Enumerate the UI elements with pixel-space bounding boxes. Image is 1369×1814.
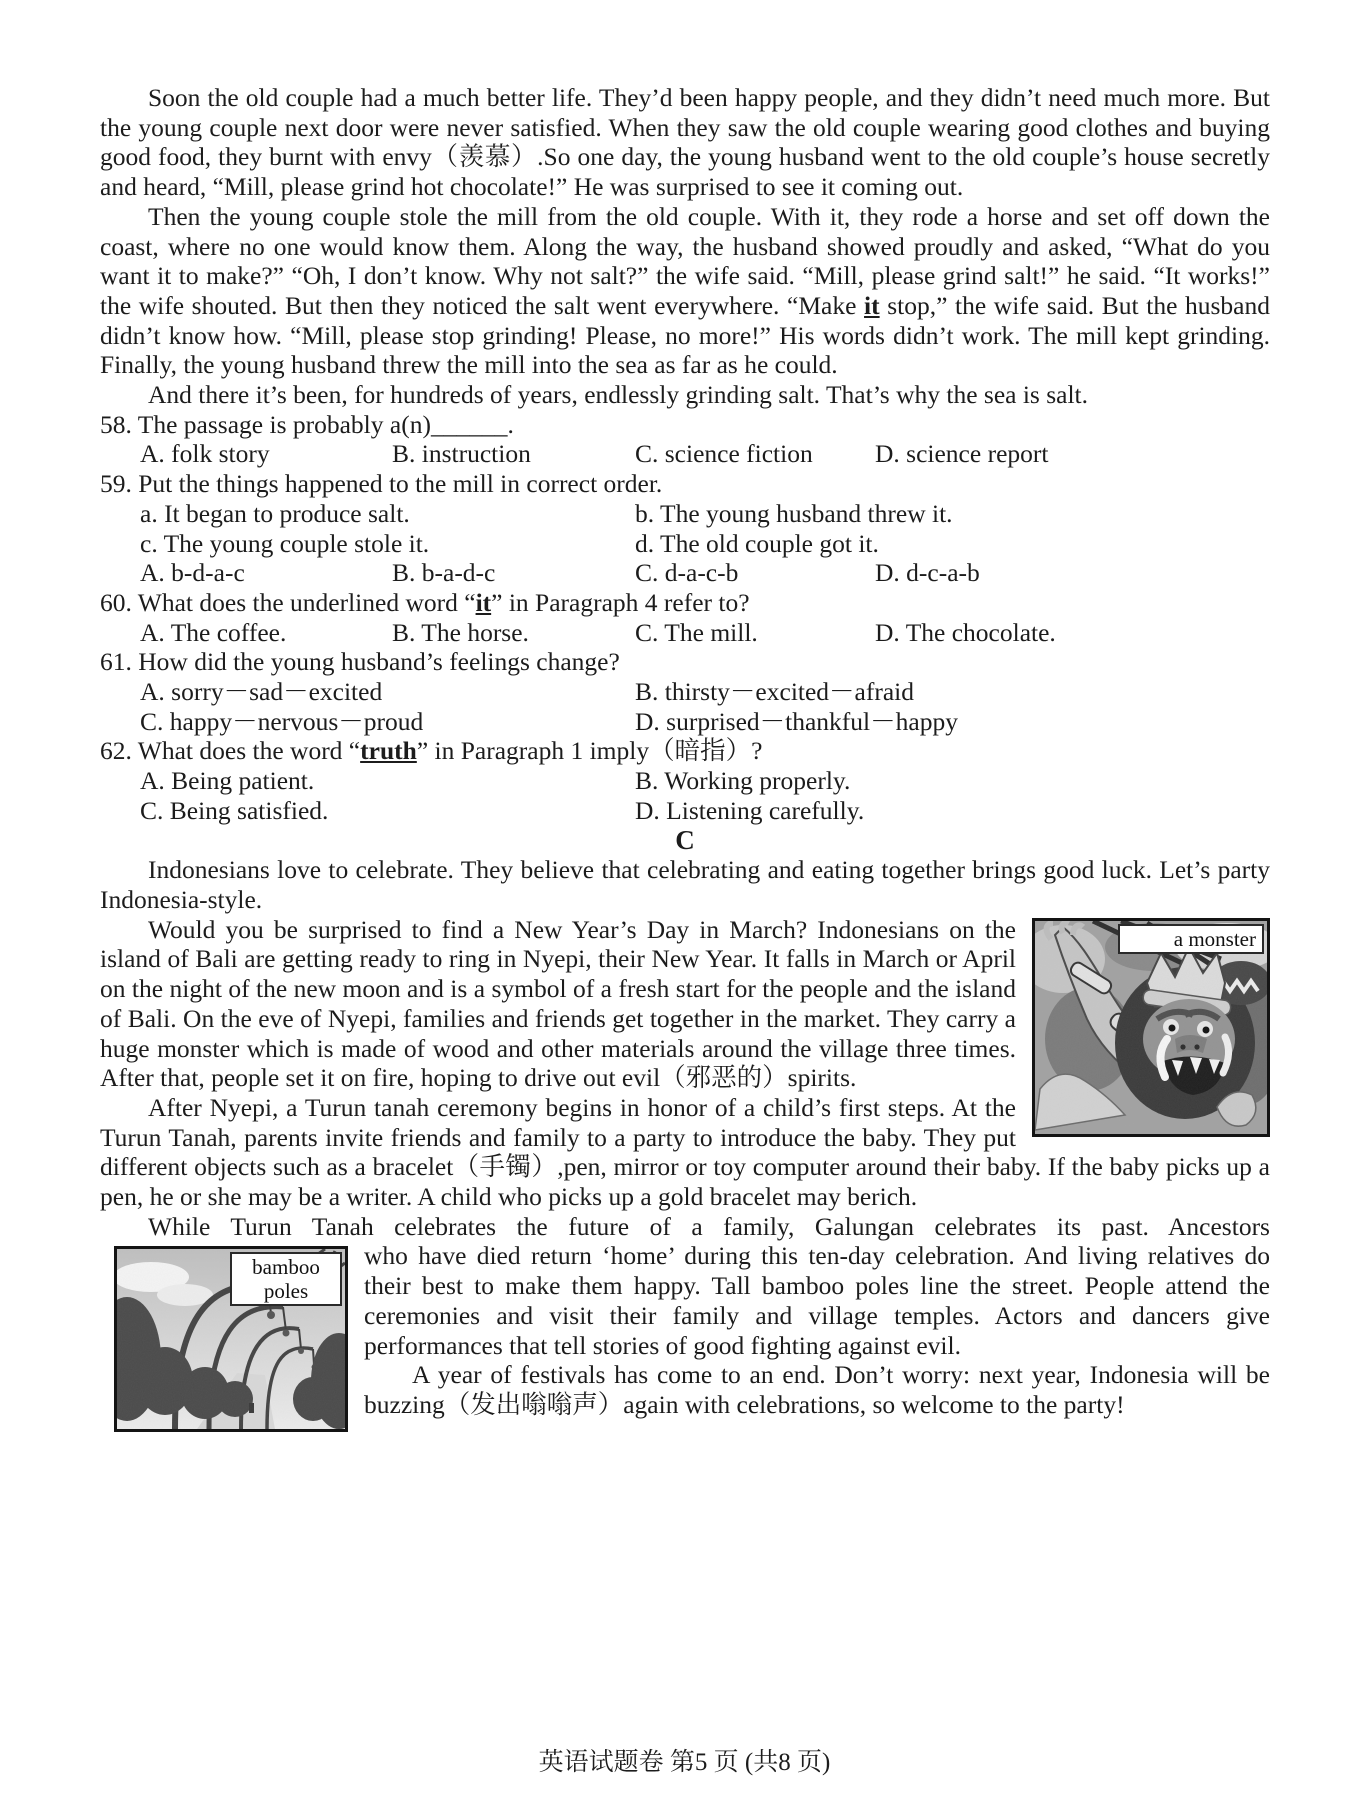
subitem-59-b: b. The young husband threw it. xyxy=(635,498,953,528)
question-58-stem: 58. The passage is probably a(n)______. xyxy=(100,409,514,439)
passage-paragraph-1: Soon the old couple had a much better life. They’d been happy people, and they didn’t need much more. But the young couple next door were never satisfied. When they saw the old couple wearing good clothes and buying good food, they burnt with envy（羡慕）.So one day, the young husband went to the old couple’s house secretly and heard, “Mill, please grind hot chocolate!” He was surprised to see it coming out. xyxy=(100,83,1270,202)
paragraph-2-post: stop,” the wife said. But the husband didn’t know how. “Mill, please stop grinding! Please, no more!” His words didn’t work. The mill kept grinding. Finally, the young husband threw the mill into the sea as far as he could. xyxy=(100,290,1270,380)
question-60-stem-pre: 60. What does the underlined word “ xyxy=(100,587,476,617)
question-61 xyxy=(100,647,1270,736)
underlined-word-it: it xyxy=(864,290,880,320)
option-61-c: C. happy－nervous－proud xyxy=(140,706,424,736)
option-59-d: D. d-c-a-b xyxy=(875,558,980,588)
closing-paragraph: A year of festivals has come to an end. Don’t worry: next year, Indonesia will be buzzing（发出嗡嗡声）again with celebrations, so welcome to the party! xyxy=(364,1360,1270,1419)
option-59-b: B. b-a-d-c xyxy=(392,558,496,588)
option-59-c: C. d-a-c-b xyxy=(635,558,739,588)
question-60-options xyxy=(100,618,1270,648)
question-61-options xyxy=(100,677,1270,736)
galungan-rest-text: who have died return ‘home’ during this ten-day celebration. And living relatives do their best to make them happy. Tall bamboo poles line the street. People attend the ceremonies and visit their family and village temples. Actors and dancers give performances that tell stories of good fighting against evil. xyxy=(364,1241,1270,1360)
option-60-d: D. The chocolate. xyxy=(875,617,1056,647)
question-61-stem: 61. How did the young husband’s feelings change? xyxy=(100,647,620,677)
page-footer: 英语试题卷 第5 页 (共8 页) xyxy=(538,1749,831,1776)
galungan-block xyxy=(100,1241,1270,1434)
question-62-keyword: truth xyxy=(360,736,417,766)
subitem-59-d: d. The old couple got it. xyxy=(635,528,879,558)
question-59-options xyxy=(100,558,1270,588)
question-60-stem xyxy=(100,588,1270,618)
question-60-keyword: it xyxy=(475,587,492,617)
question-60 xyxy=(100,588,1270,647)
option-62-d: D. Listening carefully. xyxy=(635,795,865,825)
option-58-d: D. science report xyxy=(875,439,1049,469)
question-62-options xyxy=(100,766,1270,825)
question-59-subitems xyxy=(100,499,1270,558)
bamboo-photo-label: bamboo poles xyxy=(230,1252,342,1306)
monster-photo-label: a monster xyxy=(1118,924,1264,954)
paragraph-2-pre: Then the young couple stole the mill from the old couple. With it, they rode a horse and set off down the coast, where no one would know them. Along the way, the husband showed proudly and asked, “What do you want it to make?” “Oh, I don’t know. Why not salt?” the wife said. “Mill, please grind salt!” he said. “It works!” the wife shouted. But then they noticed the salt went everywhere. “Make xyxy=(100,201,1270,320)
question-59 xyxy=(100,469,1270,588)
subitem-59-c: c. The young couple stole it. xyxy=(140,528,430,558)
section-c-heading: C xyxy=(675,824,695,855)
bamboo-poles-photo xyxy=(114,1246,348,1432)
option-60-c: C. The mill. xyxy=(635,617,758,647)
section-c-intro: Indonesians love to celebrate. They believe that celebrating and eating together brings good luck. Let’s party Indonesia-style. xyxy=(100,855,1270,914)
question-60-stem-post: ” in Paragraph 4 refer to? xyxy=(491,587,750,617)
option-59-a: A. b-d-a-c xyxy=(140,558,245,588)
question-62-stem xyxy=(100,736,1270,766)
page-content xyxy=(100,83,1270,1434)
option-60-a: A. The coffee. xyxy=(140,617,287,647)
option-58-c: C. science fiction xyxy=(635,439,813,469)
option-60-b: B. The horse. xyxy=(392,617,529,647)
monster-photo xyxy=(1032,918,1270,1137)
nyepi-text: Would you be surprised to find a New Year’s Day in March? Indonesians on the island of Bali are getting ready to ring in Nyepi, their New Year. It falls in March or April on the night of the new moon and is a symbol of a fresh start for the people and the island of Bali. On the eve of Nyepi, families and friends get together in the market. They carry a huge monster which is made of wood and other materials around the village three times. After that, people set it on fire, hoping to drive out evil（邪恶的）spirits. xyxy=(100,914,1016,1093)
subitem-59-a: a. It began to produce salt. xyxy=(140,498,410,528)
question-62-stem-post: ” in Paragraph 1 imply（暗指）? xyxy=(416,736,763,766)
nyepi-paragraph xyxy=(100,915,1270,1093)
turun-tanah-paragraph: After Nyepi, a Turun tanah ceremony begins in honor of a child’s first steps. At the Turun Tanah, parents invite friends and family to a party to introduce the baby. They put different objects such as a bracelet（手镯）,pen, mirror or toy computer around their baby. If the baby picks up a pen, he or she may be a writer. A child who picks up a gold bracelet may berich. xyxy=(100,1092,1270,1212)
question-62 xyxy=(100,736,1270,825)
passage-paragraph-2 xyxy=(100,202,1270,380)
option-62-c: C. Being satisfied. xyxy=(140,795,329,825)
question-59-stem: 59. Put the things happened to the mill in correct order. xyxy=(100,469,663,499)
option-62-a: A. Being patient. xyxy=(140,766,315,796)
option-62-b: B. Working properly. xyxy=(635,766,851,796)
option-58-a: A. folk story xyxy=(140,439,270,469)
question-58 xyxy=(100,410,1270,469)
galungan-first-line: While Turun Tanah celebrates the future of a family, Galungan celebrates its past. Ancestors xyxy=(148,1211,1270,1241)
option-58-b: B. instruction xyxy=(392,439,531,469)
question-58-options xyxy=(100,439,1270,469)
passage-paragraph-3: And there it’s been, for hundreds of years, endlessly grinding salt. That’s why the sea is salt. xyxy=(148,380,1089,410)
option-61-a: A. sorry－sad－excited xyxy=(140,677,383,707)
option-61-d: D. surprised－thankful－happy xyxy=(635,706,958,736)
question-62-stem-pre: 62. What does the word “ xyxy=(100,736,361,766)
option-61-b: B. thirsty－excited－afraid xyxy=(635,677,915,707)
